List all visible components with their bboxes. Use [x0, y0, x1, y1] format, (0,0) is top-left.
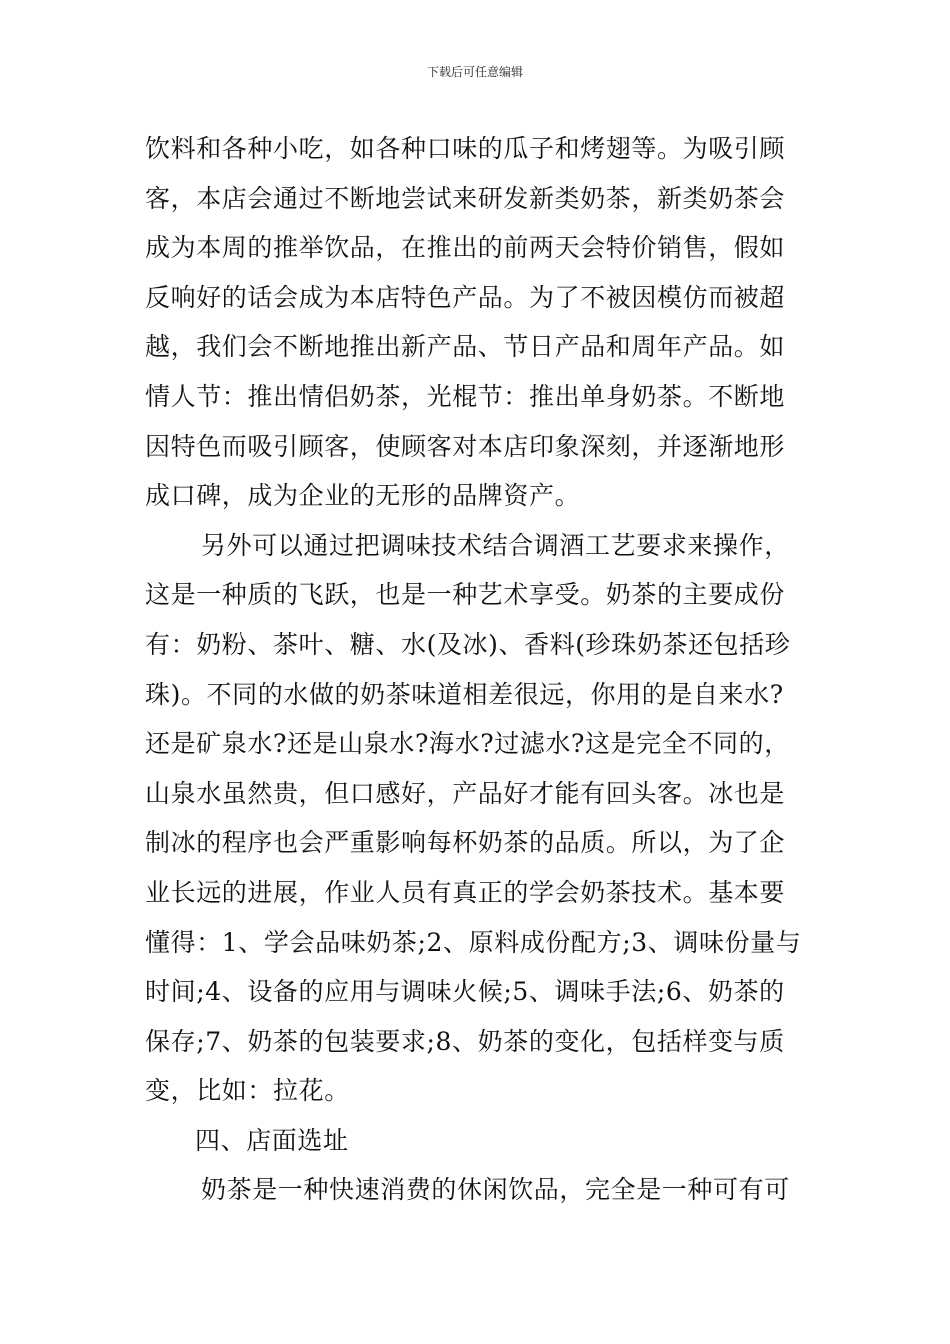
paragraph-start-line: 另外可以通过把调味技术结合调酒工艺要求来操作， [201, 530, 790, 560]
text-line: 山泉水虽然贵，但口感好，产品好才能有回头客。冰也是 [145, 778, 786, 808]
text-line: 客，本店会通过不断地尝试来研发新类奶茶，新类奶茶会 [145, 183, 786, 213]
text-line: 饮料和各种小吃，如各种口味的瓜子和烤翅等。为吸引顾 [145, 134, 786, 163]
text-line: 反响好的话会成为本店特色产品。为了不被因模仿而被超 [145, 282, 786, 312]
text-line: 越，我们会不断地推出新产品、节日产品和周年产品。如 [145, 332, 786, 362]
text-line: 保存;7、奶茶的包装要求;8、奶茶的变化，包括样变与质 [145, 1026, 785, 1056]
document-body [145, 124, 810, 1215]
text-line: 因特色而吸引顾客，使顾客对本店印象深刻，并逐渐地形 [145, 431, 786, 461]
text-line: 情人节：推出情侣奶茶，光棍节：推出单身奶茶。不断地 [145, 381, 786, 411]
text-line: 业长远的进展，作业人员有真正的学会奶茶技术。基本要 [145, 877, 786, 907]
text-line: 有：奶粉、茶叶、糖、水(及冰)、香料(珍珠奶茶还包括珍 [145, 629, 791, 659]
text-line: 成为本周的推举饮品，在推出的前两天会特价销售，假如 [145, 233, 786, 263]
text-line: 珠)。不同的水做的奶茶味道相差很远，你用的是自来水? [145, 679, 784, 709]
text-line: 变，比如：拉花。 [145, 1076, 350, 1106]
text-line: 懂得：1、学会品味奶茶;2、原料成份配方;3、调味份量与 [145, 927, 802, 957]
text-line: 制冰的程序也会严重影响每杯奶茶的品质。所以，为了企 [145, 828, 786, 858]
text-line: 成口碑，成为企业的无形的品牌资产。 [145, 481, 581, 511]
paragraph-start-line: 奶茶是一种快速消费的休闲饮品，完全是一种可有可 [201, 1175, 790, 1205]
section-heading: 四、店面选址 [195, 1125, 349, 1155]
page-header: 下载后可任意编辑 [426, 65, 523, 79]
text-line: 还是矿泉水?还是山泉水?海水?过滤水?这是完全不同的， [145, 729, 790, 759]
text-line: 这是一种质的飞跃，也是一种艺术享受。奶茶的主要成份 [145, 580, 786, 610]
text-line: 时间;4、设备的应用与调味火候;5、调味手法;6、奶茶的 [145, 977, 785, 1007]
